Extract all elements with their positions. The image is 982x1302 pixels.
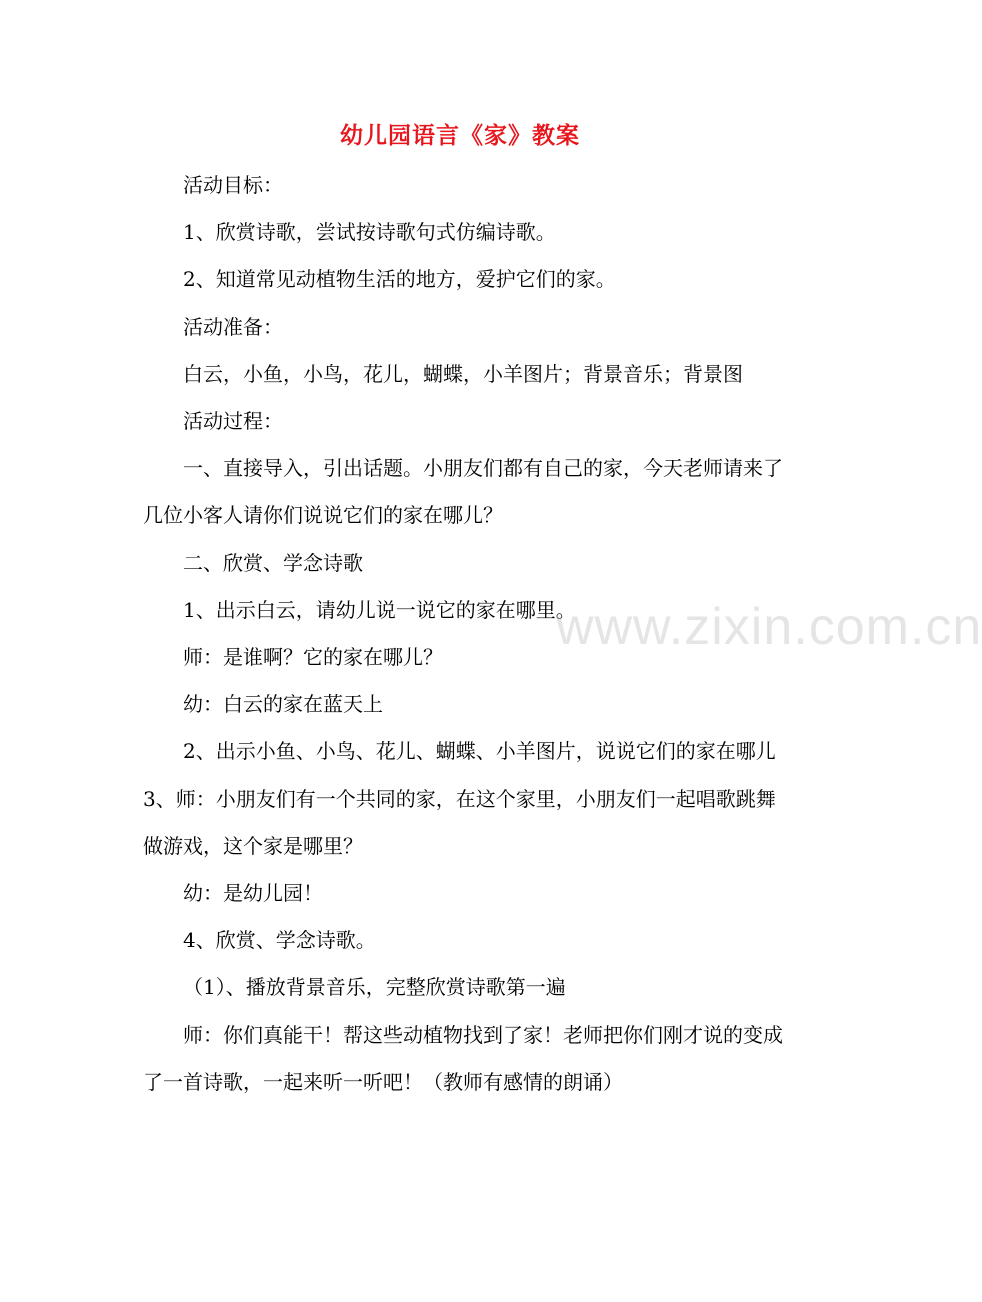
paragraph: 白云，小鱼，小鸟，花儿，蝴蝶，小羊图片；背景音乐；背景图 [183,361,743,386]
paragraph: 师：是谁啊？它的家在哪儿？ [183,645,443,670]
paragraph: 二、欣赏、学念诗歌 [183,550,363,575]
paragraph: 活动目标： [183,173,283,197]
watermark: www.zixin.com.cn [556,598,982,656]
paragraph: 1、欣赏诗歌，尝试按诗歌句式仿编诗歌。 [183,220,556,245]
document-body [143,162,783,1106]
paragraph: 活动过程： [183,409,283,434]
paragraph: 4、欣赏、学念诗歌。 [183,928,376,953]
paragraph: 一、直接导入，引出话题。小朋友们都有自己的家，今天老师请来了几位小客人请你们说说它们的家在哪儿？ [143,456,783,528]
paragraph: 2、知道常见动植物生活的地方，爱护它们的家。 [183,267,616,292]
paragraph: （1）、播放背景音乐，完整欣赏诗歌第一遍 [183,975,566,1000]
document-title: 幼儿园语言《家》教案 [340,122,580,149]
paragraph: 2、出示小鱼、小鸟、花儿、蝴蝶、小羊图片，说说它们的家在哪儿3、师：小朋友们有一个共同的家，在这个家里，小朋友们一起唱歌跳舞做游戏，这个家是哪里？ [143,739,776,858]
paragraph: 1、出示白云，请幼儿说一说它的家在哪里。 [183,597,576,622]
paragraph: 师：你们真能干！帮这些动植物找到了家！老师把你们刚才说的变成了一首诗歌，一起来听一听吧！（教师有感情的朗诵） [143,1022,783,1094]
paragraph: 活动准备： [183,314,283,339]
paragraph: 幼：是幼儿园！ [183,881,323,906]
paragraph: 幼：白云的家在蓝天上 [183,692,383,717]
